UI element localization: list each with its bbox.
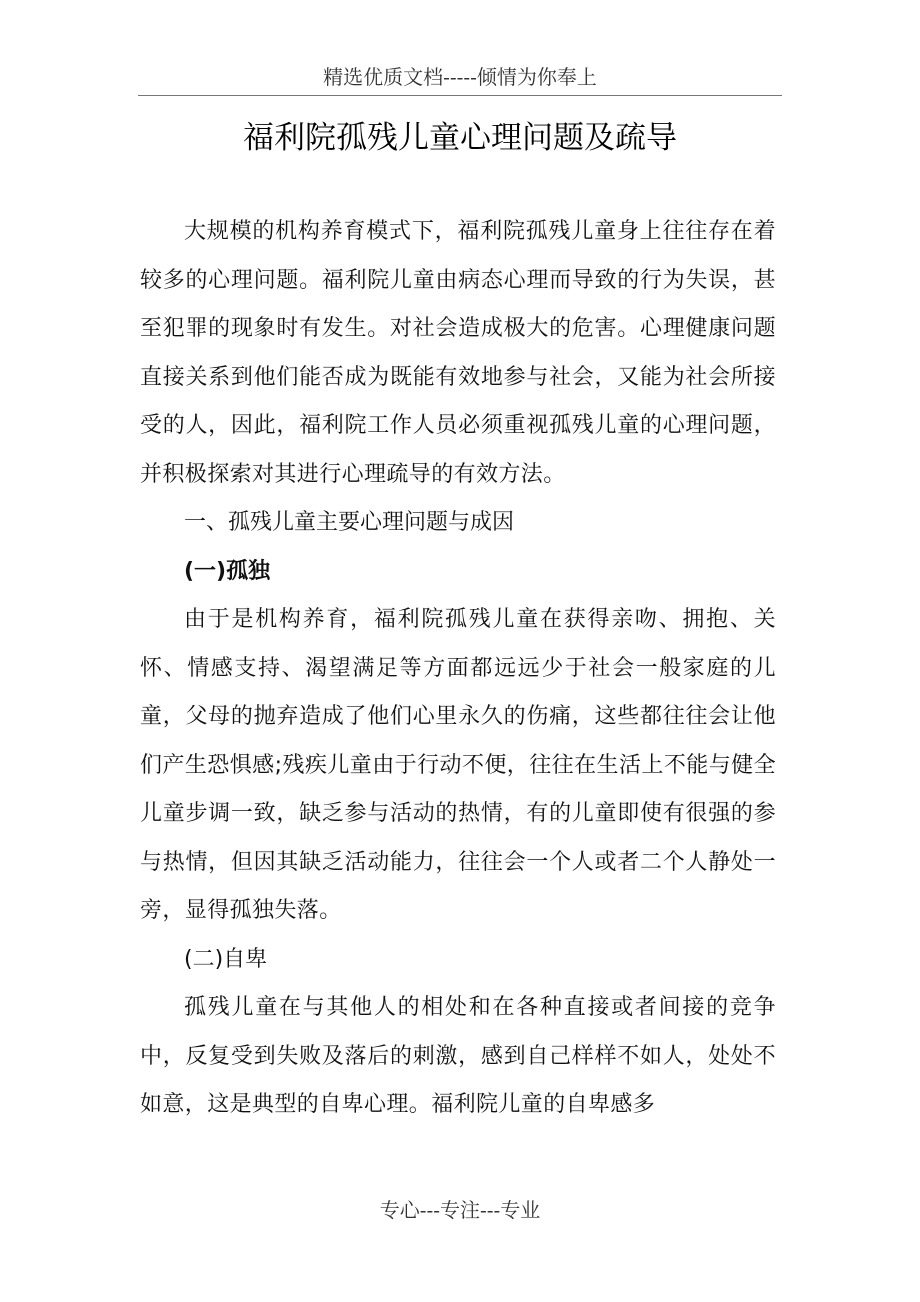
intro-paragraph: 大规模的机构养育模式下，福利院孤残儿童身上往往存在着较多的心理问题。福利院儿童由病态心理而导致的行为失误，甚至犯罪的现象时有发生。对社会造成极大的危害。心理健康问题直接关系到他们能否成为既能有效地参与社会，又能为社会所接受的人，因此，福利院工作人员必须重视孤残儿童的心理问题，并积极探索对其进行心理疏导的有效方法。: [140, 219, 776, 487]
loneliness-paragraph: 由于是机构养育，福利院孤残儿童在获得亲吻、拥抱、关怀、情感支持、渴望满足等方面都远远少于社会一般家庭的儿童，父母的抛弃造成了他们心里永久的伤痛，这些都往往会让他们产生恐惧感;残疾儿童由于行动不便，往往在生活上不能与健全儿童步调一致，缺乏参与活动的热情，有的儿童即使有很强的参与热情，但因其缺乏活动能力，往往会一个人或者二个人静处一旁，显得孤独失落。: [140, 607, 776, 923]
section-heading-1: 一、孤残儿童主要心理问题与成因: [184, 510, 515, 535]
subsection-heading-loneliness: (一)孤独: [184, 558, 271, 584]
subsection-heading-inferiority: (二)自卑: [184, 946, 268, 972]
page-footer: 专心---专注---专业: [379, 1198, 541, 1222]
header-divider: [138, 95, 782, 96]
document-body: [140, 208, 776, 1130]
page-header: 精选优质文档-----倾情为你奉上: [323, 65, 597, 89]
inferiority-paragraph: 孤残儿童在与其他人的相处和在各种直接或者间接的竞争中，反复受到失败及落后的刺激，感到自己样样不如人，处处不如意，这是典型的自卑心理。福利院儿童的自卑感多: [140, 995, 776, 1117]
document-title: 福利院孤残儿童心理问题及疏导: [243, 120, 677, 156]
